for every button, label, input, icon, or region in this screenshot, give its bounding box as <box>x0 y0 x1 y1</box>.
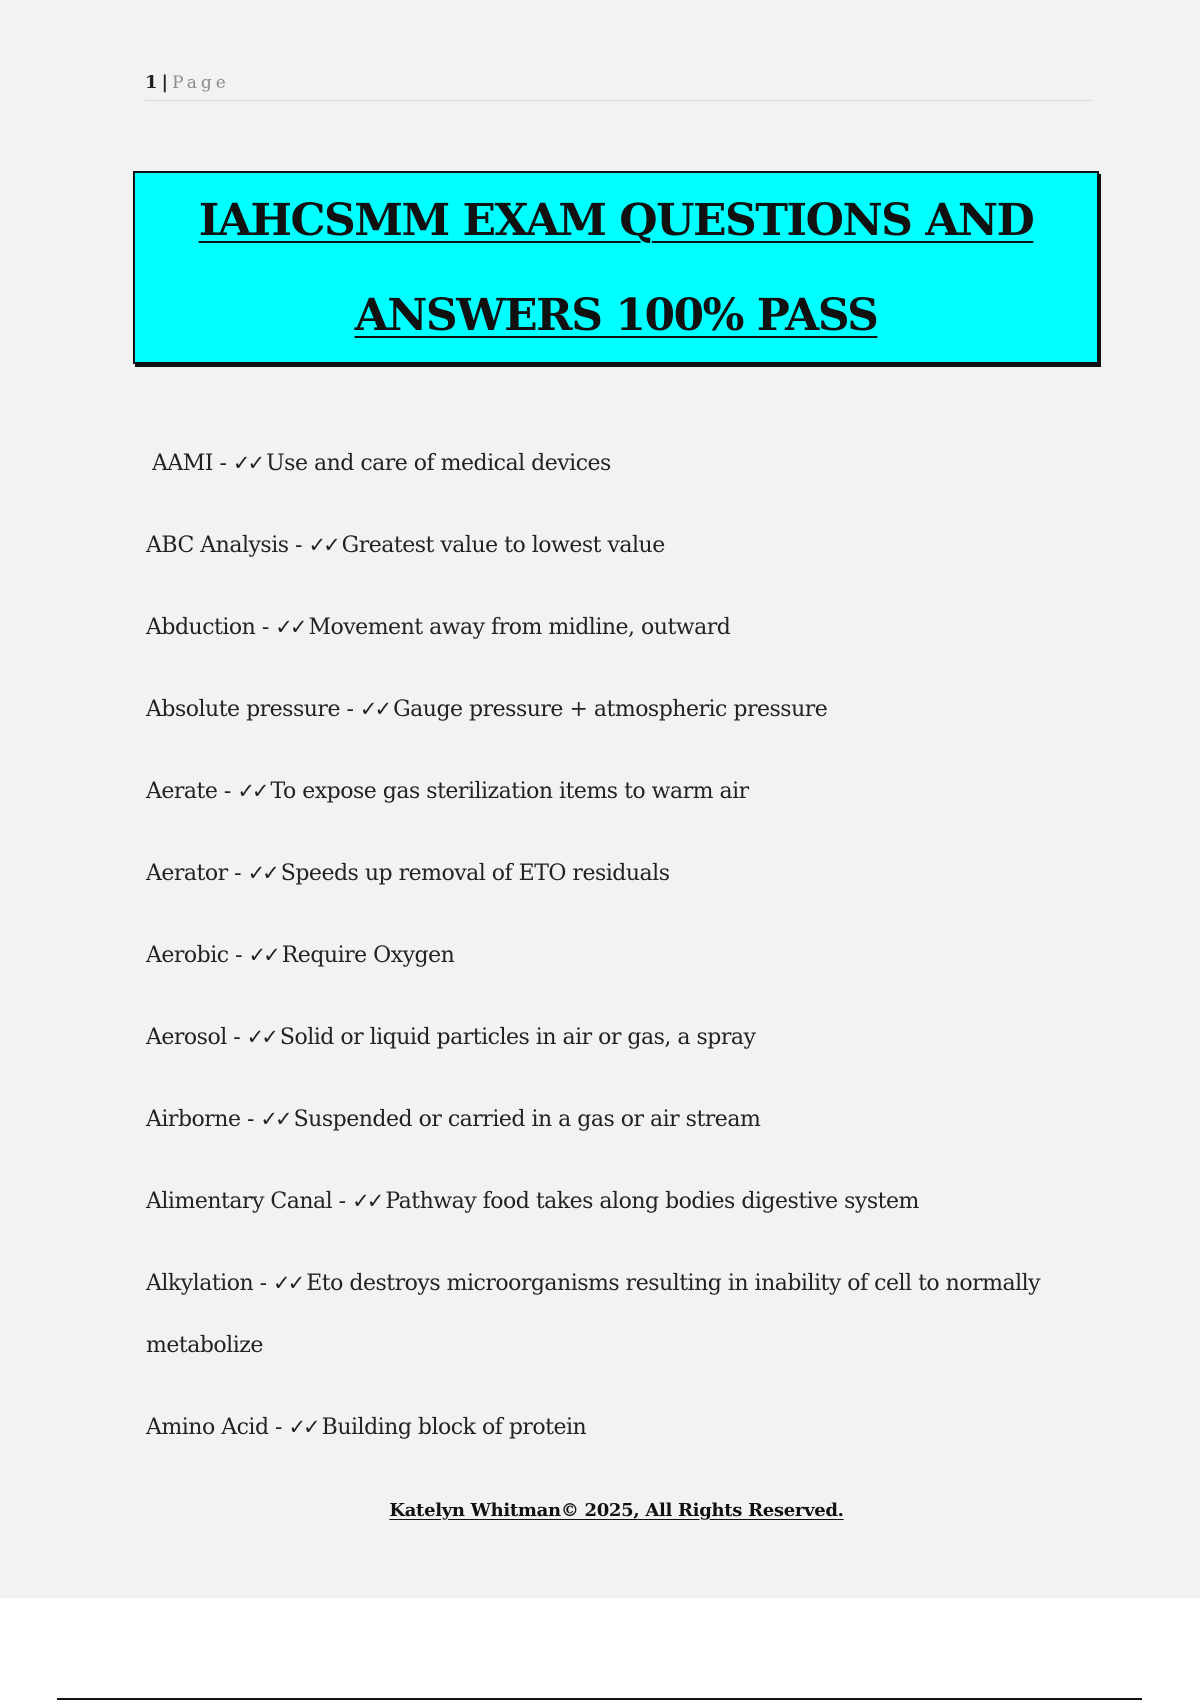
glossary-entry <box>146 596 1086 659</box>
entry-term: Aerator - <box>146 861 248 886</box>
copyright-footer: Katelyn Whitman© 2025, All Rights Reserved. <box>389 1500 844 1521</box>
glossary-entry <box>146 1088 1086 1151</box>
entry-definition: Solid or liquid particles in air or gas, a spray <box>279 1025 756 1050</box>
checkmark-icon: ✓✓ <box>352 1189 382 1213</box>
entry-definition: To expose gas sterilization items to warm air <box>270 779 749 804</box>
glossary-entry <box>146 1396 1086 1459</box>
entry-definition: Use and care of medical devices <box>266 451 611 476</box>
checkmark-icon: ✓✓ <box>288 1415 318 1439</box>
glossary-entry <box>146 432 1086 495</box>
checkmark-icon: ✓✓ <box>308 533 338 557</box>
entry-definition: Building block of protein <box>321 1415 587 1440</box>
title-banner <box>133 171 1099 364</box>
entry-term: Aerobic - <box>146 943 249 968</box>
checkmark-icon: ✓✓ <box>237 779 267 803</box>
checkmark-icon: ✓✓ <box>247 861 277 885</box>
page-header-separator: | <box>161 72 169 93</box>
entry-definition: Movement away from midline, outward <box>308 615 731 640</box>
glossary-entry <box>146 678 1086 741</box>
document-title: IAHCSMM EXAM QUESTIONS AND ANSWERS 100% PASS <box>198 194 1034 341</box>
entry-definition: Greatest value to lowest value <box>341 533 665 558</box>
glossary-entry <box>146 842 1086 905</box>
checkmark-icon: ✓✓ <box>246 1025 276 1049</box>
entry-term: Alimentary Canal - <box>146 1189 353 1214</box>
checkmark-icon: ✓✓ <box>232 451 263 475</box>
glossary-entry <box>146 1252 1086 1377</box>
entry-definition: Require Oxygen <box>281 943 455 968</box>
entry-term: Airborne - <box>146 1107 261 1132</box>
glossary-entry <box>146 760 1086 823</box>
entry-term: Alkylation - <box>146 1271 274 1296</box>
checkmark-icon: ✓✓ <box>260 1107 290 1131</box>
checkmark-icon: ✓✓ <box>275 615 305 639</box>
entry-term: Aerate - <box>146 779 238 804</box>
entry-definition: Pathway food takes along bodies digestive system <box>385 1189 919 1214</box>
entry-term: Absolute pressure - <box>146 697 360 722</box>
glossary-entry <box>146 1170 1086 1233</box>
checkmark-icon: ✓✓ <box>359 697 390 721</box>
entry-definition: Eto destroys microorganisms resulting in inability of cell to normally metabolize <box>146 1271 1041 1358</box>
glossary-entry <box>146 924 1086 987</box>
entry-term: Amino Acid - <box>146 1415 289 1440</box>
entry-term: ABC Analysis - <box>146 533 309 558</box>
entry-definition: Speeds up removal of ETO residuals <box>280 861 670 886</box>
entry-definition: Suspended or carried in a gas or air stream <box>293 1107 761 1132</box>
checkmark-icon: ✓✓ <box>248 943 278 967</box>
entry-definition: Gauge pressure + atmospheric pressure <box>393 697 828 722</box>
glossary-list <box>146 432 1086 1478</box>
page-number: 1 <box>145 72 158 93</box>
entry-term: Abduction - <box>146 615 276 640</box>
glossary-entry <box>146 514 1086 577</box>
entry-term: Aerosol - <box>146 1025 247 1050</box>
page-header <box>145 72 1091 101</box>
glossary-entry <box>146 1006 1086 1069</box>
checkmark-icon: ✓✓ <box>273 1271 303 1295</box>
page-label: Page <box>172 73 230 93</box>
entry-term: AAMI - <box>152 451 233 476</box>
